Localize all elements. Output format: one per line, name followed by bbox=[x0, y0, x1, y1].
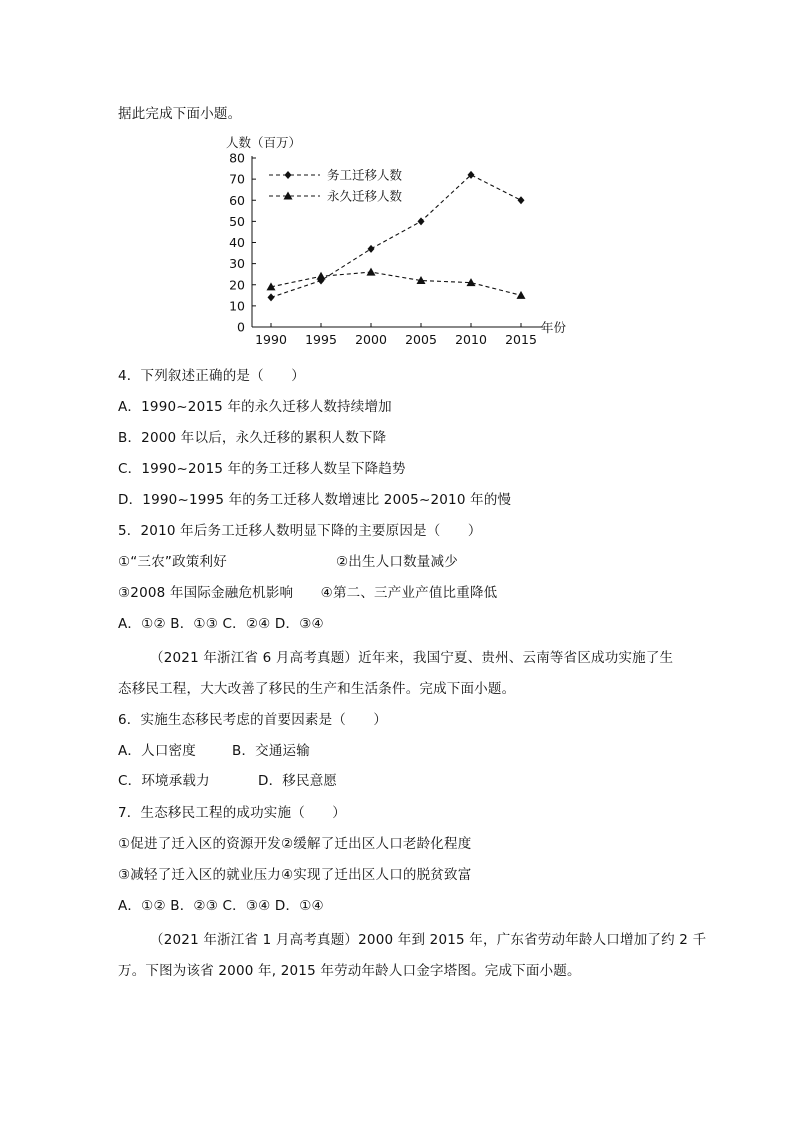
x-tick-label: 2015 bbox=[505, 332, 537, 347]
data-point bbox=[518, 196, 525, 204]
migration-line-chart bbox=[222, 134, 582, 350]
y-tick-label: 60 bbox=[229, 192, 245, 208]
data-point bbox=[268, 293, 275, 301]
y-tick-label: 70 bbox=[229, 171, 245, 187]
q7-stem: 7．生态移民工程的成功实施（ ） bbox=[118, 805, 346, 821]
y-tick-label: 30 bbox=[229, 256, 245, 272]
q7-choices-34: ③减轻了迁入区的就业压力④实现了迁出区人口的脱贫致富 bbox=[118, 867, 472, 883]
y-axis-label: 人数（百万） bbox=[226, 135, 302, 150]
q5-choice-2: ②出生人口数量减少 bbox=[336, 554, 458, 570]
q4-option-c: C．1990~2015 年的务工迁移人数呈下降趋势 bbox=[118, 461, 406, 477]
q6-option-b: B．交通运输 bbox=[232, 743, 310, 759]
y-tick-label: 20 bbox=[229, 277, 245, 293]
series-line-2 bbox=[271, 272, 521, 295]
data-point bbox=[367, 268, 376, 276]
y-tick-label: 0 bbox=[237, 319, 245, 335]
q6-stem: 6．实施生态移民考虑的首要因素是（ ） bbox=[118, 712, 388, 728]
y-tick-label: 50 bbox=[229, 213, 245, 229]
passage2-line2: 万。下图为该省 2000 年, 2015 年劳动年龄人口金字塔图。完成下面小题。 bbox=[118, 963, 581, 979]
x-tick-label: 2010 bbox=[455, 332, 487, 347]
q5-choice-1: ①“三农”政策利好 bbox=[118, 554, 227, 570]
chart-legend bbox=[269, 168, 403, 204]
legend-label: 永久迁移人数 bbox=[327, 188, 403, 204]
x-ticks bbox=[255, 320, 566, 347]
q4-option-b: B．2000 年以后，永久迁移的累积人数下降 bbox=[118, 430, 387, 446]
passage2-line1: （2021 年浙江省 1 月高考真题）2000 年到 2015 年，广东省劳动年龄人口增加了约 2 千 bbox=[150, 932, 707, 948]
data-point bbox=[317, 272, 326, 280]
q4-option-d: D．1990~1995 年的务工迁移人数增速比 2005~2010 年的慢 bbox=[118, 492, 512, 508]
q5-stem: 5．2010 年后务工迁移人数明显下降的主要原因是（ ） bbox=[118, 523, 482, 539]
data-point bbox=[368, 245, 375, 253]
legend-label: 务工迁移人数 bbox=[327, 167, 403, 183]
legend-marker bbox=[285, 171, 292, 179]
q5-answers: A．①② B．①③ C．②④ D．③④ bbox=[118, 616, 324, 632]
q6-option-c: C．环境承载力 bbox=[118, 773, 210, 789]
q7-choices-12: ①促进了迁入区的资源开发②缓解了迁出区人口老龄化程度 bbox=[118, 836, 472, 852]
x-tick-label: 1995 bbox=[305, 332, 337, 347]
x-axis-label: 年份 bbox=[541, 320, 567, 335]
q7-answers: A．①② B．②③ C．③④ D．①④ bbox=[118, 898, 324, 914]
q6-option-d: D．移民意愿 bbox=[258, 773, 338, 789]
q6-option-a: A．人口密度 bbox=[118, 743, 196, 759]
data-point bbox=[517, 291, 526, 299]
passage1-line1: （2021 年浙江省 6 月高考真题）近年来，我国宁夏、贵州、云南等省区成功实施了生 bbox=[150, 650, 674, 666]
y-tick-label: 80 bbox=[229, 150, 245, 166]
data-point bbox=[418, 217, 425, 225]
q5-choices-34: ③2008 年国际金融危机影响 ④第二、三产业产值比重降低 bbox=[118, 585, 498, 601]
intro-text: 据此完成下面小题。 bbox=[118, 106, 242, 122]
x-tick-label: 2005 bbox=[405, 332, 437, 347]
x-tick-label: 1990 bbox=[255, 332, 287, 347]
passage1-line2: 态移民工程，大大改善了移民的生产和生活条件。完成下面小题。 bbox=[118, 681, 516, 697]
q4-option-a: A．1990~2015 年的永久迁移人数持续增加 bbox=[118, 399, 392, 415]
x-tick-label: 2000 bbox=[355, 332, 387, 347]
y-tick-label: 10 bbox=[229, 298, 245, 314]
q4-stem: 4．下列叙述正确的是（ ） bbox=[118, 368, 305, 384]
y-tick-label: 40 bbox=[229, 235, 245, 250]
